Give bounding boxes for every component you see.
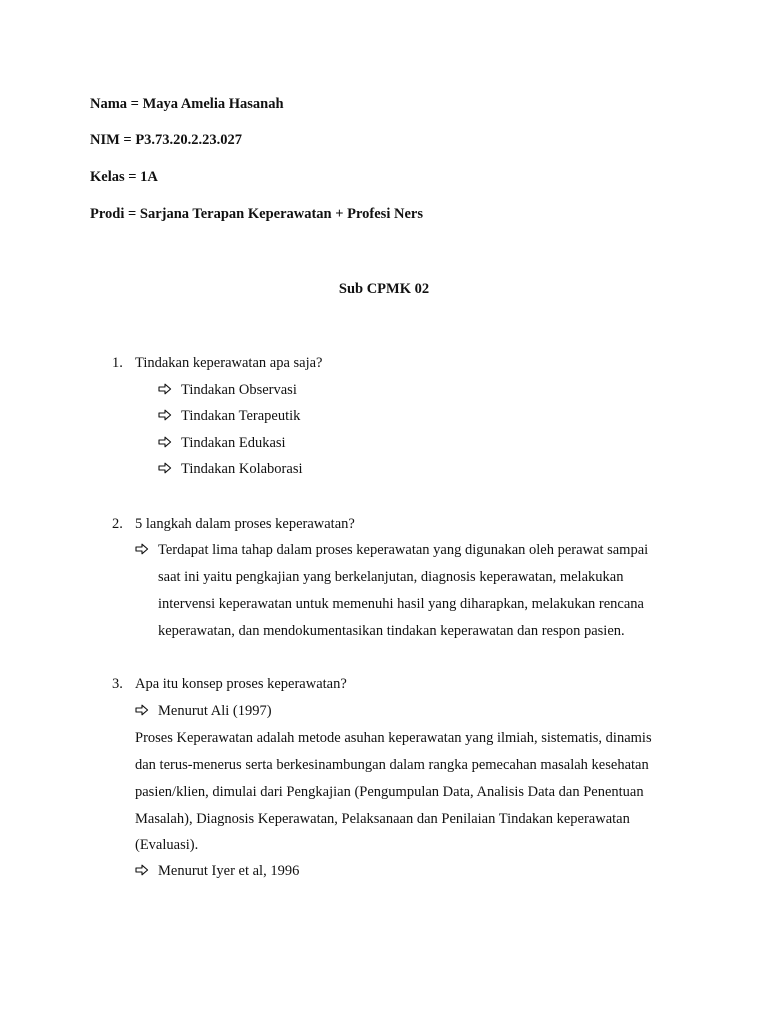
paragraph-line: Masalah), Diagnosis Keperawatan, Pelaksanaan dan Penilaian Tindakan keperawatan — [135, 811, 630, 827]
source-citation: Menurut Ali (1997) — [158, 703, 272, 719]
paragraph-line: Proses Keperawatan adalah metode asuhan keperawatan yang ilmiah, sistematis, dinamis — [135, 730, 652, 746]
question-number: 3. — [112, 676, 123, 692]
answer-line: intervensi keperawatan untuk memenuhi hasil yang diharapkan, melakukan rencana — [158, 596, 644, 612]
question-number: 1. — [112, 355, 123, 371]
arrow-right-outline-icon — [135, 704, 149, 716]
paragraph-line: pasien/klien, dimulai dari Pengkajian (Pengumpulan Data, Analisis Data dan Penentuan — [135, 784, 644, 800]
arrow-right-outline-icon — [158, 383, 172, 395]
list-item: Tindakan Edukasi — [181, 435, 286, 451]
answer-line: saat ini yaitu pengkajian yang berkelanjutan, diagnosis keperawatan, melakukan — [158, 569, 624, 585]
question-text: 5 langkah dalam proses keperawatan? — [135, 516, 355, 532]
student-nim: NIM = P3.73.20.2.23.027 — [90, 132, 243, 148]
document-title: Sub CPMK 02 — [338, 281, 430, 297]
student-class: Kelas = 1A — [90, 169, 158, 185]
list-item: Tindakan Observasi — [181, 382, 297, 398]
arrow-right-outline-icon — [158, 409, 172, 421]
student-name: Nama = Maya Amelia Hasanah — [90, 96, 284, 112]
paragraph-line: (Evaluasi). — [135, 837, 199, 853]
study-program: Prodi = Sarjana Terapan Keperawatan + Profesi Ners — [90, 206, 423, 222]
list-item: Tindakan Terapeutik — [181, 408, 301, 424]
paragraph-line: dan terus-menerus serta berkesinambungan dalam rangka pemecahan masalah kesehatan — [135, 757, 649, 773]
arrow-right-outline-icon — [158, 462, 172, 474]
question-number: 2. — [112, 516, 123, 532]
question-text: Apa itu konsep proses keperawatan? — [135, 676, 347, 692]
arrow-right-outline-icon — [135, 543, 149, 555]
arrow-right-outline-icon — [135, 864, 149, 876]
answer-line: Terdapat lima tahap dalam proses keperawatan yang digunakan oleh perawat sampai — [158, 542, 649, 558]
answer-line: keperawatan, dan mendokumentasikan tindakan keperawatan dan respon pasien. — [158, 623, 625, 639]
arrow-right-outline-icon — [158, 436, 172, 448]
source-citation: Menurut Iyer et al, 1996 — [158, 863, 300, 879]
list-item: Tindakan Kolaborasi — [181, 461, 303, 477]
question-text: Tindakan keperawatan apa saja? — [135, 355, 323, 371]
